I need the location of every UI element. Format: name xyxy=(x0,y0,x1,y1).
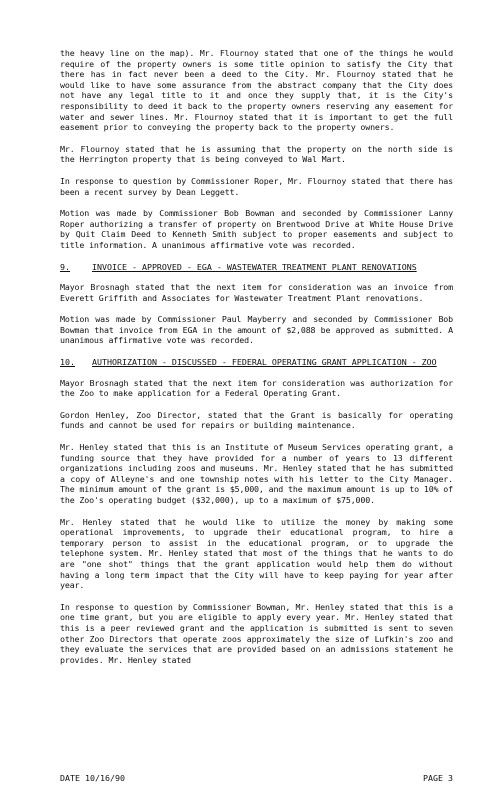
item-number: 10. xyxy=(60,357,75,368)
footer-page-number: PAGE 3 xyxy=(423,773,453,783)
paragraph-easement: the heavy line on the map). Mr. Flournoy stated that one of the things he would require of the property owners is some title opinion to satisfy the City that there has in fact never been a deed to the City. Mr. Flournoy stated that he would like to have some assurance from the abstract company that the City does not have any legal title to it and once they supply that, it is the City's responsibility to deed it back to the property owners reserving any easement for water and sewer lines. Mr. Flournoy stated that it is important to get the full easement prior to conveying the property back to the property owners. xyxy=(60,48,453,133)
footer-date: DATE 10/16/90 xyxy=(60,773,125,783)
paragraph-bowman-question: In response to question by Commissioner Bowman, Mr. Henley stated that this is a one time grant, but you are eligible to apply every year. Mr. Henley stated that this is a peer reviewed grant and the application is submitted is sent to seven other Zoo Directors that operate zoos approximately the size of Lufkin's zoo and they evaluate the services that are provided based on an admissions statement he provides. Mr. Henley stated xyxy=(60,601,453,665)
paragraph-survey: In response to question by Commissioner Roper, Mr. Flournoy stated that there has been a recent survey by Dean Leggett. xyxy=(60,175,453,197)
paragraph-motion-quit-claim: Motion was made by Commissioner Bob Bowman and seconded by Commissioner Lanny Roper authorizing a transfer of property on Brentwood Drive at White House Drive by Quit Claim Deed to Kenneth Smith subject to proper easements and subject to title information. A unanimous affirmative vote was recorded. xyxy=(60,208,453,250)
item-title: INVOICE - APPROVED - EGA - WASTEWATER TREATMENT PLANT RENOVATIONS xyxy=(92,261,417,272)
paragraph-henley-funds: Gordon Henley, Zoo Director, stated that the Grant is basically for operating funds and cannot be used for repairs or building maintenance. xyxy=(60,409,453,431)
paragraph-grant-intro: Mayor Brosnagh stated that the next item for consideration was authorization for the Zoo to make application for a Federal Operating Grant. xyxy=(60,377,453,399)
agenda-item-10 xyxy=(60,357,453,368)
page-footer xyxy=(60,773,453,783)
agenda-item-9 xyxy=(60,262,453,273)
paragraph-herrington-property: Mr. Flournoy stated that he is assuming that the property on the north side is the Herrington property that is being conveyed to Wal Mart. xyxy=(60,143,453,165)
paragraph-henley-improvements: Mr. Henley stated that he would like to utilize the money by making some operational improvements, to upgrade their educational program, to hire a temporary person to assist in the educational program, or to upgrade the telephone system. Mr. Henley stated that most of the things that he wants to do are "one shot" things that the grant application would help them do without having a long term impact that the City will have to keep paying for year after year. xyxy=(60,516,453,591)
paragraph-henley-grant-details: Mr. Henley stated that this is an Institute of Museum Services operating grant, a funding source that they have provided for a number of years to 13 different organizations including zoos and museums. Mr. Henley stated that he has submitted a copy of Alleyne's and one township notes with his letter to the City Manager. The minimum amount of the grant is $5,000, and the maximum amount is up to 10% of the Zoo's operating budget ($32,000), up to a maximum of $75,000. xyxy=(60,442,453,505)
paragraph-motion-invoice: Motion was made by Commissioner Paul Mayberry and seconded by Commissioner Bob Bowman that invoice from EGA in the amount of $2,088 be approved as submitted. A unanimous affirmative vote was recorded. xyxy=(60,314,453,346)
item-title: AUTHORIZATION - DISCUSSED - FEDERAL OPERATING GRANT APPLICATION - ZOO xyxy=(92,357,437,368)
paragraph-invoice-intro: Mayor Brosnagh stated that the next item for consideration was an invoice from Everett Griffith and Associates for Wastewater Treatment Plant renovations. xyxy=(60,282,453,303)
item-number: 9. xyxy=(60,261,70,272)
